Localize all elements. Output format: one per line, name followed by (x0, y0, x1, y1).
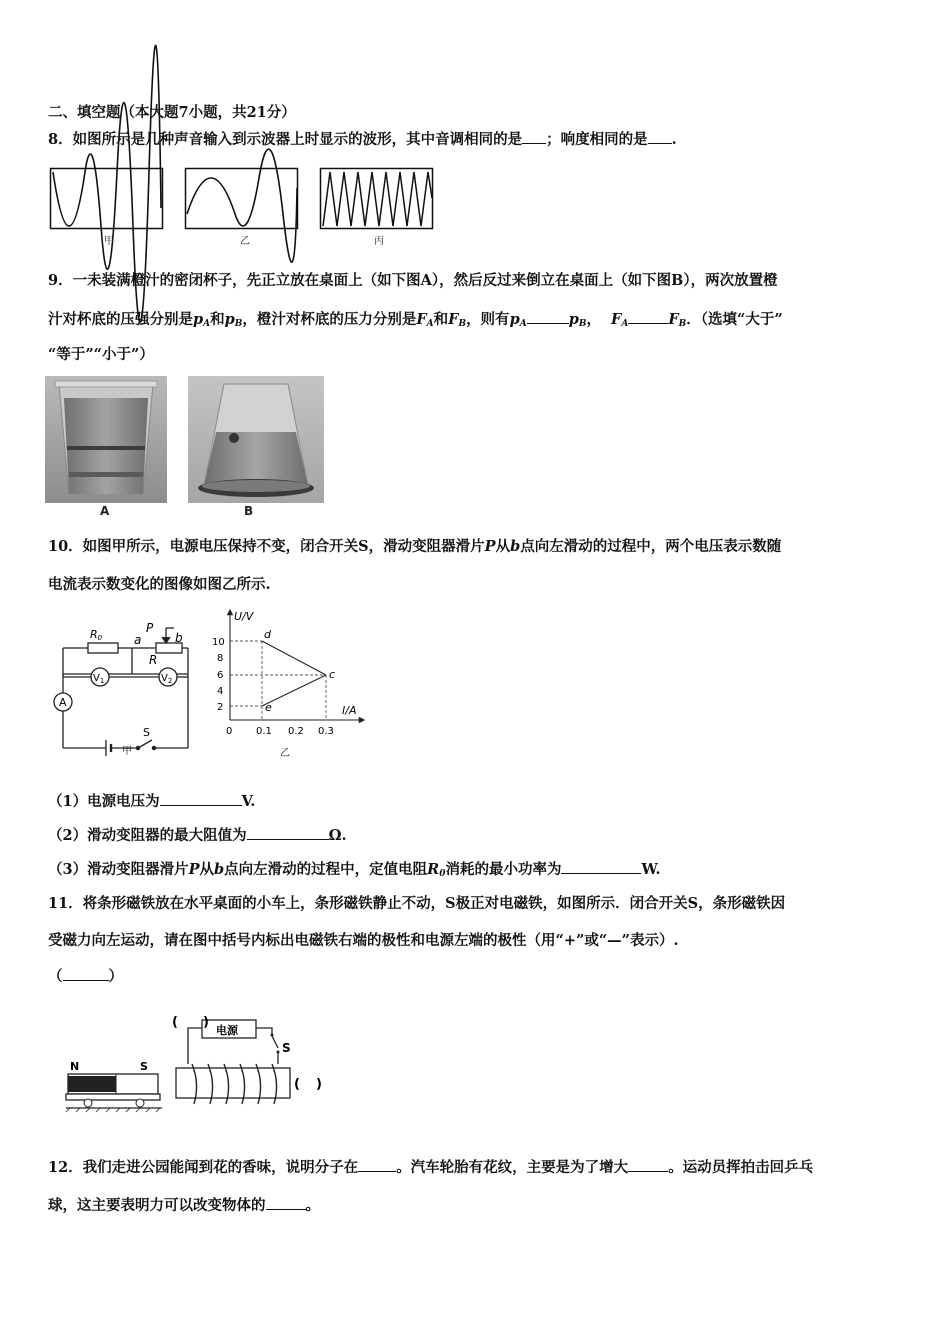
q9-l2b: 和 (210, 311, 225, 328)
q9-blank-pressure[interactable] (527, 310, 569, 324)
graph-caption: 乙 (280, 748, 290, 759)
q10-blank-power[interactable] (561, 860, 641, 874)
circuit-r-label: R (149, 653, 158, 667)
q10-line2: 电流表示数变化的图像如图乙所示. (48, 576, 271, 593)
power-bracket-close: ) (203, 1015, 209, 1030)
graph-ytick-4: 4 (217, 686, 224, 697)
q12-l2a: 球，这主要表明力可以改变物体的 (48, 1197, 266, 1214)
q9-pB: $p_B$ (224, 311, 243, 329)
circuit-switch-label: S (143, 726, 150, 739)
q9-line3: “等于”“小于”） (48, 346, 154, 363)
q9-l2a: 汁对杯底的压强分别是 (48, 311, 193, 328)
question-8-text (48, 130, 677, 149)
q11-line2: 受磁力向左运动，请在图中括号内标出电磁铁右端的极性和电源左端的极性（用“+”或“—”表示）. (48, 932, 679, 949)
q9-pA2: $p_A$ (509, 311, 527, 329)
power-label: 电源 (216, 1024, 238, 1037)
q9-l2c: ，橙汁对杯底的压力分别是 (242, 311, 417, 328)
graph-ytick-2: 2 (217, 702, 224, 713)
circuit-b-label: b (175, 631, 183, 645)
q9-FB2: $F_B$ (668, 311, 687, 329)
q12-blank-friction[interactable] (628, 1158, 668, 1172)
q10-sub3-a: （3）滑动变阻器滑片 (48, 861, 189, 878)
q12-line1 (48, 1158, 813, 1177)
q12-blank-molecules[interactable] (358, 1158, 396, 1172)
q10-sub3 (48, 860, 661, 883)
graph-ytick-6: 6 (217, 670, 224, 681)
q9-pA: $p_A$ (193, 311, 211, 329)
q12-line2 (48, 1196, 320, 1215)
q12-l1c: 。运动员挥拍击回乒乓 (668, 1159, 814, 1176)
q10-sub2 (48, 826, 347, 845)
q10-blank-voltage[interactable] (160, 792, 242, 806)
cart (66, 1094, 160, 1100)
waveform-jia-label: 甲 (104, 236, 114, 247)
q9-l2d: 和 (433, 311, 449, 328)
q9-line1: 9．一未装满橙汁的密闭杯子，先正立放在桌面上（如下图A），然后反过来倒立在桌面上（如下图B），两次放置橙 (48, 272, 778, 289)
graph-xtick-0.2: 0.2 (288, 726, 304, 737)
q11-line3 (48, 967, 123, 986)
q9-FB: $F_B$ (448, 311, 467, 329)
q11-blank[interactable] (63, 967, 109, 981)
circuit-r0-label: R0 (90, 628, 103, 642)
resistor-r0 (88, 643, 118, 653)
q11-bracket-close: ） (108, 968, 123, 985)
electromagnet-core (176, 1068, 290, 1098)
magnet-n-label: N (70, 1060, 80, 1073)
q12-l1a: 12．我们走进公园能闻到花的香味，说明分子在 (48, 1159, 359, 1176)
graph-xtick-0: 0 (226, 726, 233, 737)
cup-photo-a-label: A (100, 504, 110, 518)
q9-line2 (48, 310, 783, 333)
circuit-v1-label: $V_1$ (93, 673, 105, 685)
q11-line1: 11．将条形磁铁放在水平桌面的小车上，条形磁铁静止不动，S极正对电磁铁，如图所示．闭合开关S，条形磁铁因 (48, 895, 786, 912)
q9-pB2: $p_B$ (568, 311, 587, 329)
circuit-v2-label: $V_2$ (161, 673, 173, 685)
q9-l2g: ．（选填“大于” (686, 311, 783, 328)
q10-sub2-unit: Ω. (328, 827, 347, 844)
circuit-diagram (48, 620, 198, 760)
q10-sub3-unit: W. (641, 861, 661, 878)
q9-blank-force[interactable] (628, 310, 668, 324)
circuit-ammeter-label: A (59, 696, 67, 709)
waveform-yi (185, 168, 299, 230)
section-title: 二、填空题（本大题7小题，共21分） (48, 104, 296, 121)
q10-sub1 (48, 792, 255, 811)
cup-photo-b (188, 376, 324, 503)
graph-point-d: d (264, 628, 271, 641)
q9-l2e: ，则有 (466, 311, 510, 328)
electromagnet-bracket-close: ) (316, 1077, 322, 1092)
q8-blank-loudness[interactable] (648, 130, 672, 144)
power-bracket-open: ( (172, 1015, 178, 1030)
q10-sub1-text: （1）电源电压为 (48, 793, 160, 810)
magnet-electromagnet-figure (62, 1012, 342, 1112)
graph-xtick-0.1: 0.1 (256, 726, 272, 737)
waveform-bing-label: 丙 (374, 236, 384, 247)
q9-FA: $F_A$ (416, 311, 434, 329)
q10-sub3-P: P (188, 861, 200, 878)
q12-l2b: 。 (305, 1197, 320, 1214)
q8-text-b: ；响度相同的是 (546, 131, 648, 148)
graph-ylabel: U/V (234, 610, 254, 623)
q11-bracket-open: （ (48, 968, 63, 985)
waveform-jia (50, 168, 164, 230)
q12-blank-motion[interactable] (266, 1196, 306, 1210)
q10-P: P (484, 538, 496, 555)
q10-sub1-unit: V. (241, 793, 256, 810)
q10-l1a: 10．如图甲所示，电源电压保持不变，闭合开关S，滑动变阻器滑片 (48, 538, 485, 555)
cup-photo-b-label: B (244, 504, 254, 518)
q9-FA2: $F_A$ (611, 311, 629, 329)
circuit-a-label: a (134, 633, 142, 647)
magnet-s-label: S (140, 1060, 148, 1073)
q10-l1b: 从 (495, 538, 511, 555)
cup-photo-a (45, 376, 167, 503)
circuit-p-label: P (146, 621, 154, 635)
q10-blank-resistance[interactable] (247, 826, 329, 840)
electromagnet-bracket-open: ( (294, 1077, 300, 1092)
switch-s-label: S (282, 1041, 291, 1055)
graph-point-c: c (329, 668, 336, 681)
q10-sub2-text: （2）滑动变阻器的最大阻值为 (48, 827, 247, 844)
graph-point-e: e (265, 701, 272, 714)
q9-l2f: ， (586, 311, 601, 328)
q10-l1c: 点向左滑动的过程中，两个电压表示数随 (520, 538, 782, 555)
circuit-caption: 甲 (122, 746, 132, 757)
waveform-yi-label: 乙 (240, 236, 250, 247)
q10-sub3-R0: $R_0$ (427, 861, 446, 879)
q10-sub3-b: 从 (199, 861, 214, 878)
q8-text-a: 8．如图所示是几种声音输入到示波器上时显示的波形，其中音调相同的是 (48, 131, 523, 148)
ui-graph (212, 608, 372, 743)
q10-sub3-d: 消耗的最小功率为 (445, 861, 562, 878)
q10-sub3-bpt: b (214, 861, 225, 878)
q8-text-c: . (671, 131, 677, 148)
waveform-bing (320, 168, 434, 230)
q8-blank-pitch[interactable] (522, 130, 546, 144)
q12-l1b: 。汽车轮胎有花纹，主要是为了增大 (396, 1159, 629, 1176)
graph-xlabel: I/A (342, 704, 357, 717)
q10-sub3-c: 点向左滑动的过程中，定值电阻 (224, 861, 428, 878)
graph-xtick-0.3: 0.3 (318, 726, 334, 737)
graph-ytick-10: 10 (212, 637, 225, 648)
q10-b: b (510, 538, 521, 555)
graph-ytick-8: 8 (217, 653, 224, 664)
q10-line1 (48, 538, 781, 556)
